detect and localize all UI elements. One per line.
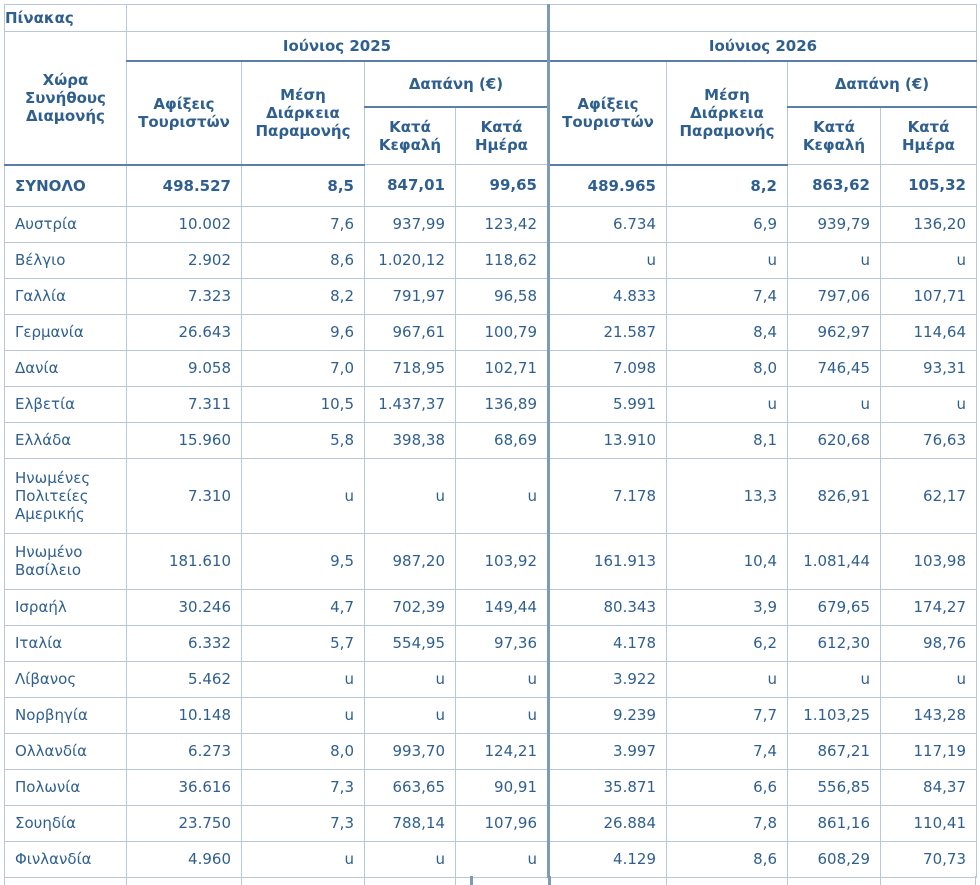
per-capita-y2-cell[interactable]: 608,29 [788,841,881,877]
per-capita-y2-cell[interactable]: 556,85 [788,769,881,805]
per-day-y2-cell[interactable]: 114,64 [881,314,977,350]
country-name-line: Ιταλία [15,634,63,652]
grid-line [364,876,365,885]
country-cell[interactable] [5,422,127,458]
country-name-line: Πολιτείες [15,486,89,505]
per-capita-header-line-2: Κεφαλή [802,136,866,154]
grid-line [975,876,976,885]
per-capita-y2-cell[interactable]: 861,16 [788,805,881,841]
arrivals-y1-cell[interactable]: 5.462 [127,661,242,697]
year-header-row [5,32,977,62]
stay-y2-cell[interactable]: u [667,661,788,697]
per-capita-y1-cell[interactable]: u [365,697,456,733]
caption-row [5,5,977,32]
arrivals-y2-cell[interactable]: 26.884 [549,805,667,841]
country-cell[interactable] [5,697,127,733]
arrivals-y2-cell[interactable]: 80.343 [549,589,667,625]
country-name-line: Αμερικής [15,504,85,523]
spend-header-y2[interactable]: Δαπάνη (€) [788,61,977,107]
stay-y1-cell[interactable]: 5,7 [242,625,365,661]
per-capita-y1-cell[interactable]: u [365,458,456,533]
table-row [5,589,977,625]
stay-y1-cell[interactable]: u [242,697,365,733]
total-arrivals-y2[interactable]: 489.965 [549,165,667,207]
country-cell[interactable] [5,769,127,805]
stay-y1-cell[interactable]: 7,0 [242,350,365,386]
stay-header-y1[interactable] [242,61,365,165]
country-name-line: Βέλγιο [15,251,66,269]
table-row [5,661,977,697]
per-capita-header-y2[interactable] [788,107,881,165]
country-name-line: Ολλανδία [15,742,87,760]
country-cell[interactable] [5,533,127,589]
grid-line [787,876,788,885]
country-name-line: Γαλλία [15,287,66,305]
arrivals-y1-cell[interactable]: 30.246 [127,589,242,625]
grid-line [241,876,242,885]
per-capita-y2-cell[interactable]: 1.081,44 [788,533,881,589]
stay-header-line-1: Μέση [280,85,326,104]
per-day-y2-cell[interactable]: 76,63 [881,422,977,458]
country-cell[interactable] [5,733,127,769]
table-row [5,697,977,733]
arrivals-header-line-1: Αφίξεις [577,94,639,113]
arrivals-y2-cell[interactable]: 5.991 [549,386,667,422]
per-day-y2-cell[interactable]: 174,27 [881,589,977,625]
country-name-line: Νορβηγία [15,706,88,724]
table-row [5,206,977,242]
country-name-line: Βασίλειο [15,561,81,579]
table-row [5,769,977,805]
country-cell[interactable] [5,661,127,697]
stay-y2-cell[interactable]: 7,7 [667,697,788,733]
per-capita-y1-cell[interactable]: 791,97 [365,278,456,314]
per-capita-y2-cell[interactable]: 1.103,25 [788,697,881,733]
per-day-y1-cell[interactable]: 96,58 [456,278,549,314]
per-day-y1-cell[interactable]: 103,92 [456,533,549,589]
table-row [5,458,977,533]
stay-y2-cell[interactable]: 6,2 [667,625,788,661]
country-cell[interactable] [5,350,127,386]
per-capita-y2-cell[interactable]: 939,79 [788,206,881,242]
arrivals-y2-cell[interactable]: 4.833 [549,278,667,314]
per-capita-y1-cell[interactable]: 788,14 [365,805,456,841]
per-day-y1-cell[interactable]: 107,96 [456,805,549,841]
per-day-y2-cell[interactable]: 136,20 [881,206,977,242]
per-day-y1-cell[interactable]: 123,42 [456,206,549,242]
grid-line [666,876,667,885]
country-name-line: Γερμανία [15,323,84,341]
stay-y1-cell[interactable]: 4,7 [242,589,365,625]
arrivals-y2-cell[interactable]: 7.178 [549,458,667,533]
per-capita-y1-cell[interactable]: 718,95 [365,350,456,386]
arrivals-y2-cell[interactable]: 3.997 [549,733,667,769]
stay-y1-cell[interactable]: 7,3 [242,805,365,841]
stay-y2-cell[interactable]: u [667,386,788,422]
per-day-y1-cell[interactable]: u [456,458,549,533]
stay-y1-cell[interactable]: 9,6 [242,314,365,350]
per-day-y2-cell[interactable]: u [881,661,977,697]
grid-line [880,876,881,885]
country-name-line: Σουηδία [15,814,76,832]
arrivals-y1-cell[interactable]: 10.148 [127,697,242,733]
stay-y2-cell[interactable]: 13,3 [667,458,788,533]
per-day-header-line-1: Κατά [480,118,523,136]
stay-y2-cell[interactable]: 3,9 [667,589,788,625]
arrivals-y1-cell[interactable]: 36.616 [127,769,242,805]
country-name-line: Πολωνία [15,778,81,796]
total-per-day-y2[interactable]: 105,32 [881,165,977,207]
per-capita-y2-cell[interactable]: u [788,386,881,422]
table-row [5,314,977,350]
country-cell[interactable] [5,589,127,625]
arrivals-y1-cell[interactable]: 9.058 [127,350,242,386]
arrivals-y1-cell[interactable]: 7.310 [127,458,242,533]
total-per-capita-y1[interactable]: 847,01 [365,165,456,207]
spend-header-y1[interactable]: Δαπάνη (€) [365,61,549,107]
country-cell[interactable] [5,458,127,533]
table-row [5,841,977,877]
per-day-y1-cell[interactable]: 100,79 [456,314,549,350]
per-capita-y2-cell[interactable]: 679,65 [788,589,881,625]
stay-y2-cell[interactable]: u [667,242,788,278]
per-capita-y1-cell[interactable]: 702,39 [365,589,456,625]
per-capita-y1-cell[interactable]: 554,95 [365,625,456,661]
arrivals-header-line-2: Τουριστών [138,112,230,131]
country-cell[interactable] [5,278,127,314]
grid-line [126,876,127,885]
table-row [5,733,977,769]
tourism-table [4,4,977,878]
table-row [5,350,977,386]
per-capita-y2-cell[interactable]: 962,97 [788,314,881,350]
per-day-y2-cell[interactable]: u [881,242,977,278]
arrivals-y2-cell[interactable]: 9.239 [549,697,667,733]
per-day-header-line-2: Ημέρα [475,136,528,154]
per-day-header-line-1: Κατά [907,118,950,136]
per-capita-header-line-1: Κατά [813,118,855,136]
stay-header-y2[interactable] [667,61,788,165]
country-name-line: Αυστρία [15,215,77,233]
total-stay-y2[interactable]: 8,2 [667,165,788,207]
per-capita-header-y1[interactable] [365,107,456,165]
arrivals-y2-cell[interactable]: 3.922 [549,661,667,697]
per-day-y2-cell[interactable]: 93,31 [881,350,977,386]
country-cell[interactable] [5,242,127,278]
per-capita-y1-cell[interactable]: 663,65 [365,769,456,805]
country-name-line: Λίβανος [15,670,77,688]
stay-y2-cell[interactable]: 8,1 [667,422,788,458]
per-day-y2-cell[interactable]: 103,98 [881,533,977,589]
country-header-line-3: Διαμονής [26,106,105,125]
stay-y2-cell[interactable]: 8,6 [667,841,788,877]
per-capita-y1-cell[interactable]: 1.020,12 [365,242,456,278]
per-capita-header-line-2: Κεφαλή [378,136,442,154]
stay-y2-cell[interactable]: 8,4 [667,314,788,350]
per-capita-y2-cell[interactable]: 797,06 [788,278,881,314]
arrivals-y2-cell[interactable]: 21.587 [549,314,667,350]
total-per-day-y1[interactable]: 99,65 [456,165,549,207]
country-cell[interactable] [5,206,127,242]
stay-header-line-2: Διάρκεια [266,103,340,122]
country-header-line-2: Συνήθους [25,88,106,107]
stay-y2-cell[interactable]: 6,6 [667,769,788,805]
arrivals-y1-cell[interactable]: 26.643 [127,314,242,350]
per-capita-header-line-1: Κατά [389,118,431,136]
arrivals-header-line-2: Τουριστών [562,112,654,131]
stay-y2-cell[interactable]: 8,0 [667,350,788,386]
table-row [5,805,977,841]
per-day-y1-cell[interactable]: u [456,841,549,877]
year-1-header[interactable]: Ιούνιος 2025 [127,32,549,62]
stay-y1-cell[interactable]: 8,2 [242,278,365,314]
per-day-y1-cell[interactable]: 149,44 [456,589,549,625]
total-per-capita-y2[interactable]: 863,62 [788,165,881,207]
stay-y2-cell[interactable]: 6,9 [667,206,788,242]
stay-y1-cell[interactable]: 5,8 [242,422,365,458]
stay-y1-cell[interactable]: 8,6 [242,242,365,278]
per-day-y1-cell[interactable]: 68,69 [456,422,549,458]
arrivals-y2-cell[interactable]: 13.910 [549,422,667,458]
table-row [5,278,977,314]
spreadsheet-table-area [4,4,976,878]
per-day-y1-cell[interactable]: 97,36 [456,625,549,661]
arrivals-y2-cell[interactable]: 7.098 [549,350,667,386]
grid-line [470,876,473,885]
stay-header-line-3: Παραμονής [255,121,351,140]
country-cell[interactable] [5,841,127,877]
grid-line [455,876,456,885]
caption-empty-cell-2[interactable] [549,5,977,32]
per-day-y1-cell[interactable]: 124,21 [456,733,549,769]
arrivals-y1-cell[interactable]: 6.273 [127,733,242,769]
country-name-line: Ηνωμένο [15,543,83,561]
stay-y2-cell[interactable]: 7,4 [667,278,788,314]
per-capita-y2-cell[interactable]: 867,21 [788,733,881,769]
per-day-header-y1[interactable] [456,107,549,165]
per-day-y1-cell[interactable]: 118,62 [456,242,549,278]
arrivals-y2-cell[interactable]: 4.178 [549,625,667,661]
country-name-line: Ελβετία [15,395,76,413]
per-capita-y1-cell[interactable]: 967,61 [365,314,456,350]
stay-header-line-3: Παραμονής [679,121,775,140]
arrivals-header-y2[interactable] [549,61,667,165]
total-arrivals-y1[interactable]: 498.527 [127,165,242,207]
arrivals-y1-cell[interactable]: 6.332 [127,625,242,661]
arrivals-y2-cell[interactable]: u [549,242,667,278]
stay-y2-cell[interactable]: 10,4 [667,533,788,589]
per-capita-y2-cell[interactable]: 826,91 [788,458,881,533]
arrivals-y2-cell[interactable]: 6.734 [549,206,667,242]
arrivals-y2-cell[interactable]: 4.129 [549,841,667,877]
per-capita-y1-cell[interactable]: 1.437,37 [365,386,456,422]
next-row-edge [4,876,976,885]
arrivals-y1-cell[interactable]: 7.323 [127,278,242,314]
per-capita-y1-cell[interactable]: 987,20 [365,533,456,589]
stay-header-line-1: Μέση [704,85,750,104]
arrivals-y1-cell[interactable]: 23.750 [127,805,242,841]
arrivals-y1-cell[interactable]: 181.610 [127,533,242,589]
country-cell[interactable] [5,805,127,841]
per-day-y1-cell[interactable]: u [456,661,549,697]
caption-empty-cell-1[interactable] [127,5,549,32]
stay-y1-cell[interactable]: 9,5 [242,533,365,589]
table-row [5,422,977,458]
country-name-line: Ελλάδα [15,431,72,449]
total-label-cell[interactable]: ΣΥΝΟΛΟ [5,165,127,207]
table-caption[interactable]: Πίνακας [5,5,127,32]
stay-y1-cell[interactable]: u [242,458,365,533]
total-row [5,165,977,207]
arrivals-y1-cell[interactable]: 7.311 [127,386,242,422]
country-header[interactable] [5,32,127,165]
arrivals-y1-cell[interactable]: 10.002 [127,206,242,242]
per-capita-y1-cell[interactable]: 993,70 [365,733,456,769]
arrivals-y1-cell[interactable]: 2.902 [127,242,242,278]
per-capita-y2-cell[interactable]: 746,45 [788,350,881,386]
stay-y2-cell[interactable]: 7,8 [667,805,788,841]
arrivals-header-y1[interactable] [127,61,242,165]
per-day-y2-cell[interactable]: 117,19 [881,733,977,769]
country-header-line-1: Χώρα [42,70,89,89]
arrivals-y2-cell[interactable]: 35.871 [549,769,667,805]
per-capita-y2-cell[interactable]: u [788,661,881,697]
country-cell[interactable] [5,625,127,661]
country-name-line: Ηνωμένες [15,468,91,487]
country-cell[interactable] [5,314,127,350]
per-day-y1-cell[interactable]: 136,89 [456,386,549,422]
per-day-y1-cell[interactable]: u [456,697,549,733]
stay-y1-cell[interactable]: 7,6 [242,206,365,242]
grid-line [4,876,5,885]
per-day-header-y2[interactable] [881,107,977,165]
stay-y1-cell[interactable]: 10,5 [242,386,365,422]
per-day-y2-cell[interactable]: 107,71 [881,278,977,314]
per-capita-y1-cell[interactable]: u [365,661,456,697]
per-day-y1-cell[interactable]: 90,91 [456,769,549,805]
table-row [5,242,977,278]
per-day-y2-cell[interactable]: 143,28 [881,697,977,733]
arrivals-y1-cell[interactable]: 4.960 [127,841,242,877]
grid-line [548,876,551,885]
per-capita-y2-cell[interactable]: 612,30 [788,625,881,661]
stay-header-line-2: Διάρκεια [690,103,764,122]
arrivals-y1-cell[interactable]: 15.960 [127,422,242,458]
per-day-y1-cell[interactable]: 102,71 [456,350,549,386]
table-row [5,625,977,661]
table-row [5,533,977,589]
country-name-line: Δανία [15,359,59,377]
per-day-y2-cell[interactable]: u [881,386,977,422]
stay-y1-cell[interactable]: u [242,841,365,877]
country-cell[interactable] [5,386,127,422]
per-day-y2-cell[interactable]: 110,41 [881,805,977,841]
per-capita-y1-cell[interactable]: 937,99 [365,206,456,242]
stay-y1-cell[interactable]: u [242,661,365,697]
stay-y1-cell[interactable]: 7,3 [242,769,365,805]
arrivals-y2-cell[interactable]: 161.913 [549,533,667,589]
total-stay-y1[interactable]: 8,5 [242,165,365,207]
per-day-y2-cell[interactable]: 98,76 [881,625,977,661]
per-capita-y2-cell[interactable]: u [788,242,881,278]
per-day-y2-cell[interactable]: 70,73 [881,841,977,877]
per-day-y2-cell[interactable]: 62,17 [881,458,977,533]
spend-header-row [5,61,977,107]
per-capita-y2-cell[interactable]: 620,68 [788,422,881,458]
year-2-header[interactable]: Ιούνιος 2026 [549,32,977,62]
country-name-line: Ισραήλ [15,598,67,616]
per-capita-y1-cell[interactable]: u [365,841,456,877]
per-capita-y1-cell[interactable]: 398,38 [365,422,456,458]
per-day-y2-cell[interactable]: 84,37 [881,769,977,805]
country-name-line: Φινλανδία [15,850,92,868]
stay-y1-cell[interactable]: 8,0 [242,733,365,769]
stay-y2-cell[interactable]: 7,4 [667,733,788,769]
per-day-header-line-2: Ημέρα [902,136,955,154]
arrivals-header-line-1: Αφίξεις [153,94,215,113]
table-row [5,386,977,422]
